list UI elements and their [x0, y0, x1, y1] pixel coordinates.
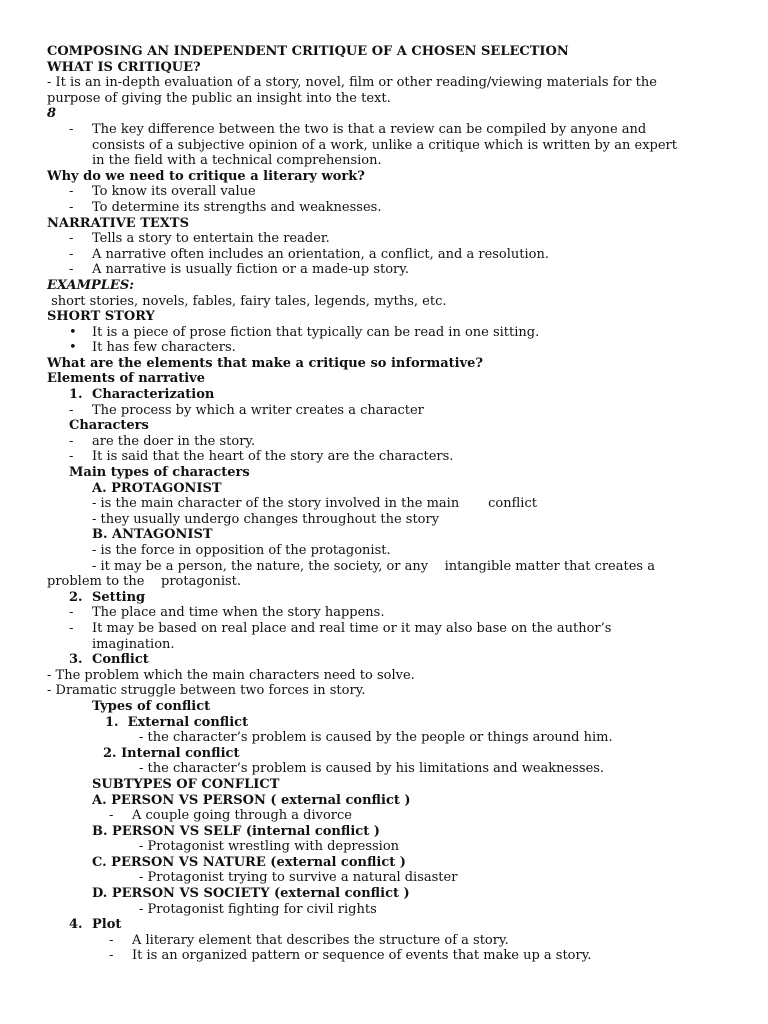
marker-number: 8: [47, 106, 57, 122]
list-item-text: A narrative is usually fiction or a made-up story.: [92, 262, 410, 278]
list-item-text: It is an organized pattern or sequence of events that make up a story.: [132, 948, 592, 964]
section-characterization: [47, 387, 707, 403]
list-item: [47, 434, 707, 450]
subheading-subtypes: SUBTYPES OF CONFLICT: [92, 776, 280, 792]
list-item-text: A narrative often includes an orientation, a conflict, and a resolution.: [92, 246, 550, 262]
dash-marker: -: [109, 948, 114, 964]
definition-line: purpose of giving the public an insight into the text.: [47, 90, 391, 106]
subtype-person-vs-nature: C. PERSON VS NATURE (external conflict ): [92, 854, 406, 870]
subtype-person-vs-self: B. PERSON VS SELF (internal conflict ): [92, 823, 380, 839]
dash-marker: -: [69, 402, 74, 418]
difference-line: in the field with a technical comprehension.: [92, 153, 382, 169]
section-conflict: [47, 652, 707, 668]
list-item-text: The process by which a writer creates a character: [92, 402, 424, 418]
list-item-text: To know its overall value: [92, 184, 256, 200]
list-item: [47, 231, 707, 247]
list-item-text: It is a piece of prose fiction that typically can be read in one sitting.: [92, 324, 540, 340]
list-item-text: It may be based on real place and real time or it may also base on the author’s: [92, 620, 612, 636]
subtype-example: [47, 808, 707, 824]
list-item: [47, 933, 707, 949]
section-number: 2.: [69, 589, 83, 605]
list-item: [47, 200, 707, 216]
subtype-example-text: A couple going through a divorce: [132, 808, 352, 824]
dash-marker: -: [69, 231, 74, 247]
subheading-protagonist: A. PROTAGONIST: [92, 480, 222, 496]
section-setting: [47, 590, 707, 606]
list-item: [47, 449, 707, 465]
external-conflict-description: - the character’s problem is caused by the people or things around him.: [139, 730, 613, 746]
subheading-antagonist: B. ANTAGONIST: [92, 527, 213, 543]
list-item: [47, 948, 707, 964]
conflict-line: - The problem which the main characters need to solve.: [47, 667, 415, 683]
list-item: [47, 184, 707, 200]
list-item: [47, 247, 707, 263]
heading-why-critique: Why do we need to critique a literary work?: [47, 168, 365, 184]
document-page: [47, 44, 707, 964]
dash-marker: -: [69, 605, 74, 621]
dash-marker: -: [109, 932, 114, 948]
section-number: 3.: [69, 652, 83, 668]
dash-marker: -: [69, 199, 74, 215]
list-item-text: The place and time when the story happens.: [92, 605, 385, 621]
antagonist-line: problem to the protagonist.: [47, 574, 242, 590]
difference-line: [47, 122, 707, 138]
section-title: Plot: [92, 917, 122, 933]
list-item-text: A literary element that describes the structure of a story.: [132, 932, 509, 948]
heading-elements-of-narrative: Elements of narrative: [47, 371, 205, 387]
section-title: Setting: [92, 589, 146, 605]
subtype-person-vs-society: D. PERSON VS SOCIETY (external conflict ): [92, 886, 410, 902]
list-item: [47, 621, 707, 637]
list-item: [47, 605, 707, 621]
examples-label: EXAMPLES:: [47, 277, 135, 293]
dash-marker: -: [69, 184, 74, 200]
dash-marker: -: [69, 121, 74, 137]
subheading-types-of-conflict: Types of conflict: [92, 698, 211, 714]
document-title: COMPOSING AN INDEPENDENT CRITIQUE OF A CHOSEN SELECTION: [47, 44, 569, 59]
heading-what-is-critique: WHAT IS CRITIQUE?: [47, 59, 201, 75]
subheading-external-conflict: 1. External conflict: [105, 714, 249, 730]
difference-text: The key difference between the two is that a review can be compiled by anyone and: [92, 121, 647, 137]
section-plot: [47, 917, 707, 933]
list-item-text: Tells a story to entertain the reader.: [92, 231, 330, 247]
section-number: 4.: [69, 917, 83, 933]
section-number: 1.: [69, 387, 83, 403]
list-item: [47, 340, 707, 356]
list-item-text: It has few characters.: [92, 340, 236, 356]
dash-marker: -: [69, 433, 74, 449]
dash-marker: -: [109, 808, 114, 824]
list-item: [47, 325, 707, 341]
heading-elements-question: What are the elements that make a critique so informative?: [47, 355, 484, 371]
dash-marker: -: [69, 620, 74, 636]
list-item-text: are the doer in the story.: [92, 433, 256, 449]
examples-text: short stories, novels, fables, fairy tales, legends, myths, etc.: [47, 293, 447, 309]
section-title: Characterization: [92, 387, 215, 403]
internal-conflict-description: - the character’s problem is caused by his limitations and weaknesses.: [139, 761, 605, 777]
subheading-main-types: Main types of characters: [69, 465, 250, 481]
subtype-example: - Protagonist trying to survive a natural disaster: [139, 870, 458, 886]
subtype-example: - Protagonist fighting for civil rights: [139, 901, 377, 917]
dash-marker: -: [69, 262, 74, 278]
list-item-text: It is said that the heart of the story are the characters.: [92, 449, 454, 465]
list-item: [47, 262, 707, 278]
subheading-internal-conflict: 2. Internal conflict: [103, 745, 240, 761]
difference-line: consists of a subjective opinion of a work, unlike a critique which is written by an expert: [92, 137, 677, 153]
protagonist-line: - they usually undergo changes throughout the story: [92, 511, 440, 527]
dash-marker: -: [69, 449, 74, 465]
heading-narrative-texts: NARRATIVE TEXTS: [47, 215, 189, 231]
protagonist-line: - is the main character of the story involved in the main conflict: [92, 496, 537, 512]
antagonist-line: - it may be a person, the nature, the society, or any intangible matter that creates a: [92, 558, 655, 574]
bullet-marker: •: [69, 340, 77, 356]
bullet-marker: •: [69, 324, 77, 340]
antagonist-line: - is the force in opposition of the protagonist.: [92, 543, 391, 558]
definition-line: - It is an in-depth evaluation of a story, novel, film or other reading/viewing materials for the: [47, 75, 657, 91]
section-title: Conflict: [92, 652, 149, 668]
subtype-person-vs-person: A. PERSON VS PERSON ( external conflict ): [92, 792, 411, 808]
heading-short-story: SHORT STORY: [47, 309, 155, 325]
conflict-line: - Dramatic struggle between two forces in story.: [47, 683, 366, 699]
subheading-characters: Characters: [69, 418, 149, 434]
dash-marker: -: [69, 246, 74, 262]
list-item: [47, 403, 707, 419]
list-item-continuation: imagination.: [92, 636, 175, 652]
subtype-example: - Protagonist wrestling with depression: [139, 839, 400, 855]
list-item-text: To determine its strengths and weaknesses.: [92, 199, 382, 215]
